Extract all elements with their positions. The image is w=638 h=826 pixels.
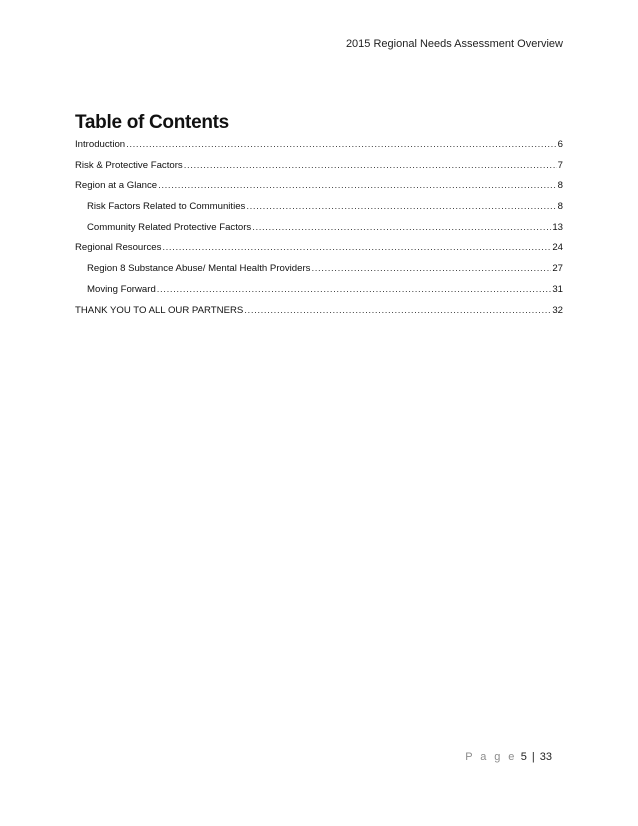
toc-entry-label: Region 8 Substance Abuse/ Mental Health Providers xyxy=(87,263,311,275)
toc-list xyxy=(75,139,563,325)
toc-subentry[interactable] xyxy=(75,284,563,305)
toc-leader-dots xyxy=(157,284,552,295)
toc-entry-page: 32 xyxy=(552,304,563,316)
toc-entry-page: 8 xyxy=(557,201,563,213)
toc-entry-label: Introduction xyxy=(75,139,126,150)
toc-entry-label: Community Related Protective Factors xyxy=(87,221,252,233)
toc-entry-label: Risk & Protective Factors xyxy=(75,159,183,171)
toc-heading: Table of Contents xyxy=(75,112,229,133)
toc-entry-label: Regional Resources xyxy=(75,242,162,254)
toc-subentry[interactable] xyxy=(75,263,563,284)
toc-leader-dots xyxy=(184,160,557,171)
toc-entry-label: THANK YOU TO ALL OUR PARTNERS xyxy=(75,304,244,316)
toc-entry-page: 6 xyxy=(557,139,563,150)
toc-leader-dots xyxy=(246,201,556,212)
toc-subentry[interactable] xyxy=(75,201,563,222)
toc-entry[interactable] xyxy=(75,160,563,181)
page-separator: | xyxy=(531,751,535,763)
page-word: P a g e xyxy=(465,751,517,763)
toc-entry[interactable] xyxy=(75,139,563,160)
toc-entry[interactable] xyxy=(75,305,563,326)
toc-leader-dots xyxy=(311,263,551,274)
toc-leader-dots xyxy=(158,180,557,191)
toc-entry-label: Region at a Glance xyxy=(75,180,158,192)
toc-leader-dots xyxy=(244,305,551,316)
toc-entry-page: 7 xyxy=(557,159,563,171)
toc-leader-dots xyxy=(126,139,557,150)
total-pages: 33 xyxy=(539,751,552,763)
toc-leader-dots xyxy=(162,242,551,253)
current-page-number: 5 xyxy=(520,751,527,763)
toc-entry[interactable] xyxy=(75,242,563,263)
toc-entry-page: 31 xyxy=(552,283,563,295)
running-header: 2015 Regional Needs Assessment Overview xyxy=(345,38,563,50)
toc-entry-page: 13 xyxy=(552,221,563,233)
toc-subentry[interactable] xyxy=(75,222,563,243)
toc-leader-dots xyxy=(252,222,551,233)
toc-entry-page: 27 xyxy=(552,263,563,275)
toc-entry-page: 24 xyxy=(552,242,563,254)
toc-entry-page: 8 xyxy=(557,180,563,192)
toc-entry-label: Risk Factors Related to Communities xyxy=(87,201,246,213)
toc-entry-label: Moving Forward xyxy=(87,283,156,295)
toc-entry[interactable] xyxy=(75,180,563,201)
page-footer xyxy=(465,751,552,763)
